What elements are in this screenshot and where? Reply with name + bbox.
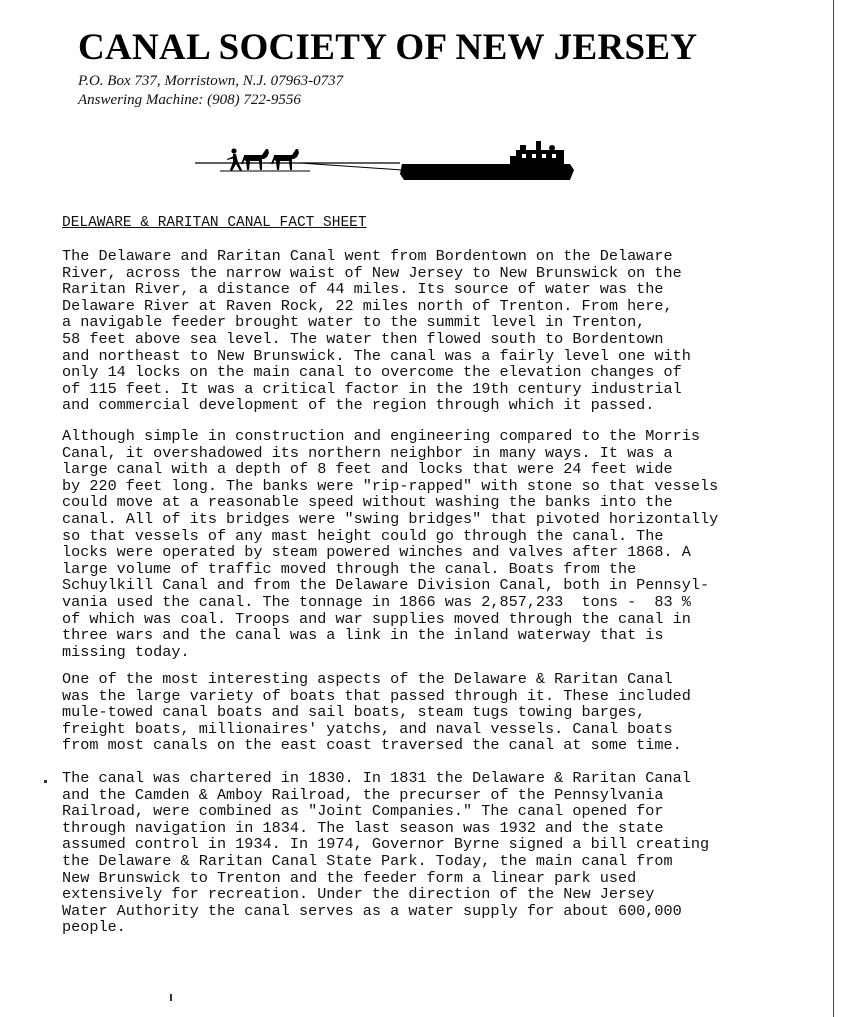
text-line: mule-towed canal boats and sail boats, steam tugs towing barges, [62,703,646,722]
phone-number: Answering Machine: (908) 722-9556 [78,92,301,108]
text-line: by 220 feet long. The banks were "rip-rapped" with stone so that vessels [62,476,719,495]
mule-towed-canal-boat-icon [190,140,590,190]
text-line: 58 feet above sea level. The water then flowed south to Bordentown [62,329,664,348]
text-line: River, across the narrow waist of New Jersey to New Brunswick on the [62,263,682,282]
text-line: of which was coal. Troops and war supplies moved through the canal in [62,609,691,628]
text-line: Although simple in construction and engineering compared to the Morris [62,427,700,445]
text-line: was the large variety of boats that passed through it. These included [62,686,691,705]
text-line: Schuylkill Canal and from the Delaware Division Canal, both in Pennsyl- [62,576,710,595]
text-line: through navigation in 1834. The last season was 1932 and the state [62,818,664,837]
text-line: Railroad, were combined as "Joint Companies." The canal opened for [62,802,664,821]
scan-speck [170,994,172,1001]
text-line: and commercial development of the region through which it passed. [62,396,655,415]
scan-edge-line [833,0,834,1017]
text-line: only 14 locks on the main canal to overcome the elevation changes of [62,363,682,382]
text-line: vania used the canal. The tonnage in 1866 was 2,857,233 tons - 83 % [62,592,691,611]
text-line: The Delaware and Raritan Canal went from Bordentown on the Delaware [62,247,673,265]
text-line: locks were operated by steam powered winches and valves after 1868. A [62,543,691,562]
paragraph-construction [62,428,802,660]
text-line: Raritan River, a distance of 44 miles. Its source of water was the [62,280,664,299]
text-line: could move at a reasonable speed without washing the banks into the [62,493,673,512]
text-line: canal. All of its bridges were "swing bridges" that pivoted horizontally [62,509,719,528]
fact-sheet-title: DELAWARE & RARITAN CANAL FACT SHEET [62,215,367,231]
org-name: CANAL SOCIETY OF NEW JERSEY [78,27,698,68]
text-line: The canal was chartered in 1830. In 1831 the Delaware & Raritan Canal [62,769,691,787]
text-line: One of the most interesting aspects of the Delaware & Raritan Canal [62,670,673,688]
text-line: assumed control in 1934. In 1974, Governor Byrne signed a bill creating [62,835,710,854]
text-line: Canal, it overshadowed its northern neighbor in many ways. It was a [62,443,673,462]
text-line: three wars and the canal was a link in the inland waterway that is [62,626,664,645]
text-line: Delaware River at Raven Rock, 22 miles north of Trenton. From here, [62,296,673,315]
paragraph-history [62,770,802,936]
text-line: large volume of traffic moved through the canal. Boats from the [62,559,637,578]
text-line: and the Camden & Amboy Railroad, the precurser of the Pennsylvania [62,785,664,804]
text-line: the Delaware & Raritan Canal State Park. Today, the main canal from [62,851,673,870]
text-line: from most canals on the east coast traversed the canal at some time. [62,736,682,755]
text-line: and northeast to New Brunswick. The canal was a fairly level one with [62,346,691,365]
text-line: Water Authority the canal serves as a water supply for about 600,000 [62,901,682,920]
text-line: freight boats, millionaires' yatchs, and naval vessels. Canal boats [62,719,673,738]
text-line: missing today. [62,642,190,661]
paragraph-route [62,248,802,414]
text-line: extensively for recreation. Under the direction of the New Jersey [62,885,655,904]
scan-speck [44,780,47,783]
mailing-address: P.O. Box 737, Morristown, N.J. 07963-0737 [78,73,344,89]
text-line: of 115 feet. It was a critical factor in the 19th century industrial [62,379,682,398]
text-line: New Brunswick to Trenton and the feeder form a linear park used [62,868,637,887]
text-line: a navigable feeder brought water to the summit level in Trenton, [62,313,646,332]
text-line: large canal with a depth of 8 feet and locks that were 24 feet wide [62,460,673,479]
text-line: so that vessels of any mast height could go through the canal. The [62,526,664,545]
paragraph-boats [62,671,802,754]
text-line: people. [62,918,126,937]
